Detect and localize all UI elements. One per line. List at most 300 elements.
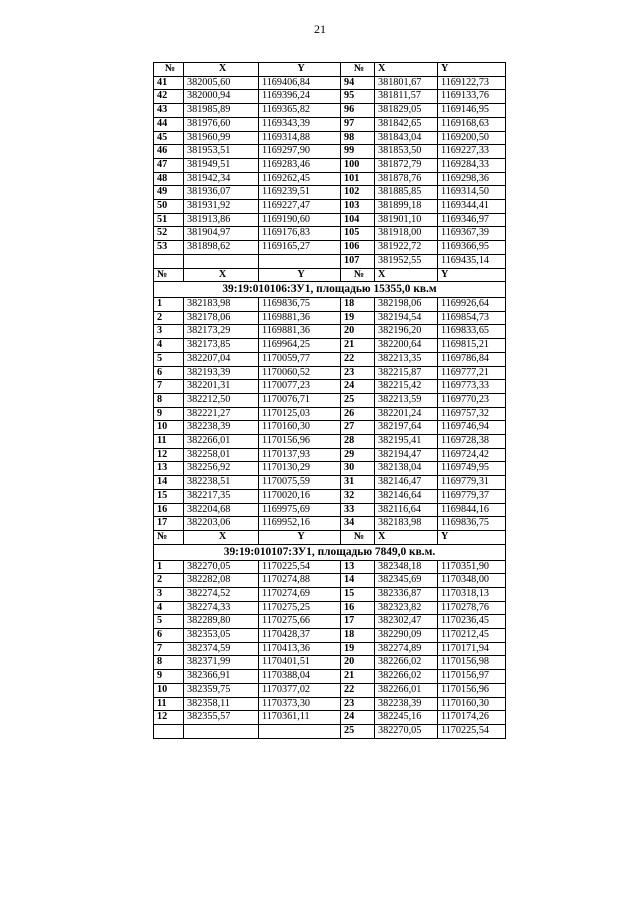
point-number-cell: 41 [154,76,184,90]
table-row [154,574,506,588]
y-coordinate-cell: 1169770,23 [438,393,506,407]
column-header: № [341,531,375,545]
x-coordinate-cell: 382194,54 [375,311,438,325]
x-coordinate-cell: 381801,67 [375,76,438,90]
point-number-cell: 16 [341,601,375,615]
x-coordinate-cell: 382196,20 [375,325,438,339]
x-coordinate-cell: 382374,59 [184,642,259,656]
y-coordinate-cell: 1169367,39 [438,227,506,241]
x-coordinate-cell: 381842,65 [375,117,438,131]
table-row [154,311,506,325]
table-row [154,462,506,476]
table-row [154,117,506,131]
y-coordinate-cell: 1169881,36 [259,325,341,339]
x-coordinate-cell: 381942,34 [184,172,259,186]
column-header: X [184,268,259,282]
point-number-cell: 19 [341,311,375,325]
x-coordinate-cell: 382266,01 [375,683,438,697]
point-number-cell: 7 [154,642,184,656]
y-coordinate-cell: 1170318,13 [438,587,506,601]
point-number-cell: 21 [341,339,375,353]
point-number-cell: 43 [154,104,184,118]
y-coordinate-cell [259,724,341,738]
y-coordinate-cell: 1169836,75 [438,517,506,531]
y-coordinate-cell: 1170160,30 [259,421,341,435]
y-coordinate-cell: 1170125,03 [259,407,341,421]
x-coordinate-cell: 382194,47 [375,448,438,462]
point-number-cell: 11 [154,697,184,711]
point-number-cell: 22 [341,683,375,697]
table-row [154,241,506,255]
column-header: X [375,268,438,282]
y-coordinate-cell: 1170361,11 [259,711,341,725]
point-number-cell: 9 [154,407,184,421]
x-coordinate-cell: 382195,41 [375,435,438,449]
point-number-cell: 18 [341,298,375,312]
point-number-cell: 17 [341,615,375,629]
point-number-cell: 22 [341,352,375,366]
table-row [154,145,506,159]
x-coordinate-cell: 382198,06 [375,298,438,312]
y-coordinate-cell: 1169146,95 [438,104,506,118]
x-coordinate-cell: 382197,64 [375,421,438,435]
y-coordinate-cell: 1169749,95 [438,462,506,476]
point-number-cell: 19 [341,642,375,656]
table-row [154,131,506,145]
point-number-cell: 26 [341,407,375,421]
y-coordinate-cell: 1169314,88 [259,131,341,145]
y-coordinate-cell: 1169786,84 [438,352,506,366]
point-number-cell: 27 [341,421,375,435]
y-coordinate-cell: 1169779,37 [438,489,506,503]
x-coordinate-cell: 382345,69 [375,574,438,588]
y-coordinate-cell: 1170156,98 [438,656,506,670]
x-coordinate-cell: 381885,85 [375,186,438,200]
column-header: № [154,268,184,282]
x-coordinate-cell: 382256,92 [184,462,259,476]
y-coordinate-cell: 1170278,76 [438,601,506,615]
y-coordinate-cell: 1170428,37 [259,629,341,643]
y-coordinate-cell: 1169122,73 [438,76,506,90]
y-coordinate-cell: 1170275,25 [259,601,341,615]
table-row [154,158,506,172]
point-number-cell: 95 [341,90,375,104]
table-row [154,380,506,394]
y-coordinate-cell: 1169406,84 [259,76,341,90]
y-coordinate-cell: 1169284,33 [438,158,506,172]
table-row [154,104,506,118]
x-coordinate-cell: 382355,57 [184,711,259,725]
y-coordinate-cell: 1169239,51 [259,186,341,200]
x-coordinate-cell: 381936,07 [184,186,259,200]
column-header: Y [438,63,506,77]
x-coordinate-cell: 382266,02 [375,656,438,670]
y-coordinate-cell: 1170156,96 [259,435,341,449]
column-header: Y [259,531,341,545]
table-row [154,227,506,241]
page-number: 21 [314,22,326,36]
x-coordinate-cell: 382274,89 [375,642,438,656]
y-coordinate-cell: 1169365,82 [259,104,341,118]
table-row [154,339,506,353]
column-header: № [154,531,184,545]
point-number-cell: 44 [154,117,184,131]
table-row [154,213,506,227]
y-coordinate-cell: 1169964,25 [259,339,341,353]
y-coordinate-cell: 1169314,50 [438,186,506,200]
point-number-cell: 5 [154,352,184,366]
table-row [154,200,506,214]
table-row [154,421,506,435]
x-coordinate-cell: 381922,72 [375,241,438,255]
x-coordinate-cell: 382358,11 [184,697,259,711]
point-number-cell: 51 [154,213,184,227]
table-row [154,325,506,339]
point-number-cell: 103 [341,200,375,214]
x-coordinate-cell: 382173,85 [184,339,259,353]
y-coordinate-cell: 1169176,83 [259,227,341,241]
y-coordinate-cell: 1170225,54 [259,560,341,574]
y-coordinate-cell: 1170212,45 [438,629,506,643]
point-number-cell: 94 [341,76,375,90]
y-coordinate-cell: 1169926,64 [438,298,506,312]
y-coordinate-cell: 1169746,94 [438,421,506,435]
y-coordinate-cell: 1169133,76 [438,90,506,104]
table-row [154,697,506,711]
point-number-cell: 3 [154,325,184,339]
table-row [154,560,506,574]
table-row [154,352,506,366]
x-coordinate-cell: 382215,87 [375,366,438,380]
x-coordinate-cell: 382270,05 [184,560,259,574]
x-coordinate-cell: 381918,00 [375,227,438,241]
y-coordinate-cell: 1169346,97 [438,213,506,227]
x-coordinate-cell: 382146,64 [375,489,438,503]
x-coordinate-cell: 382183,98 [375,517,438,531]
point-number-cell: 12 [154,711,184,725]
x-coordinate-cell: 382212,50 [184,393,259,407]
table-row [154,186,506,200]
column-header: X [184,63,259,77]
table-row [154,683,506,697]
x-coordinate-cell [184,724,259,738]
point-number-cell: 97 [341,117,375,131]
x-coordinate-cell: 382204,68 [184,503,259,517]
point-number-cell: 52 [154,227,184,241]
x-coordinate-cell: 382238,39 [375,697,438,711]
x-coordinate-cell: 382138,04 [375,462,438,476]
point-number-cell: 15 [154,489,184,503]
point-number-cell: 24 [341,711,375,725]
x-coordinate-cell: 382200,64 [375,339,438,353]
point-number-cell: 6 [154,366,184,380]
point-number-cell: 47 [154,158,184,172]
y-coordinate-cell: 1170156,96 [438,683,506,697]
y-coordinate-cell: 1169168,63 [438,117,506,131]
table-row [154,172,506,186]
point-number-cell: 13 [341,560,375,574]
y-coordinate-cell: 1170377,02 [259,683,341,697]
x-coordinate-cell: 382348,18 [375,560,438,574]
table-row [154,448,506,462]
point-number-cell: 101 [341,172,375,186]
point-number-cell: 29 [341,448,375,462]
point-number-cell: 50 [154,200,184,214]
x-coordinate-cell: 382336,87 [375,587,438,601]
point-number-cell: 3 [154,587,184,601]
y-coordinate-cell: 1169952,16 [259,517,341,531]
x-coordinate-cell: 381931,92 [184,200,259,214]
y-coordinate-cell [259,254,341,268]
y-coordinate-cell: 1169777,21 [438,366,506,380]
point-number-cell: 2 [154,311,184,325]
x-coordinate-cell: 382274,33 [184,601,259,615]
x-coordinate-cell: 382238,39 [184,421,259,435]
point-number-cell: 31 [341,476,375,490]
point-number-cell: 1 [154,298,184,312]
table-row [154,435,506,449]
point-number-cell: 11 [154,435,184,449]
y-coordinate-cell: 1169773,33 [438,380,506,394]
x-coordinate-cell: 382217,35 [184,489,259,503]
x-coordinate-cell: 382274,52 [184,587,259,601]
y-coordinate-cell: 1170174,26 [438,711,506,725]
x-coordinate-cell: 382266,02 [375,670,438,684]
y-coordinate-cell: 1170274,69 [259,587,341,601]
parcel-title-row [154,544,506,560]
x-coordinate-cell: 381953,51 [184,145,259,159]
y-coordinate-cell: 1169881,36 [259,311,341,325]
x-coordinate-cell: 382221,27 [184,407,259,421]
y-coordinate-cell: 1170130,29 [259,462,341,476]
point-number-cell: 2 [154,574,184,588]
y-coordinate-cell: 1170373,30 [259,697,341,711]
table-header-row [154,63,506,77]
x-coordinate-cell: 382213,59 [375,393,438,407]
y-coordinate-cell: 1169298,36 [438,172,506,186]
y-coordinate-cell: 1169836,75 [259,298,341,312]
y-coordinate-cell: 1169366,95 [438,241,506,255]
parcel-title: 39:19:010106:ЗУ1, площадью 15355,0 кв.м [154,282,506,298]
point-number-cell: 8 [154,656,184,670]
point-number-cell: 5 [154,615,184,629]
point-number-cell: 46 [154,145,184,159]
point-number-cell: 4 [154,601,184,615]
x-coordinate-cell: 381843,04 [375,131,438,145]
table-row [154,629,506,643]
point-number-cell: 13 [154,462,184,476]
point-number-cell: 28 [341,435,375,449]
parcel-title: 39:19:010107:ЗУ1, площадью 7849,0 кв.м. [154,544,506,560]
y-coordinate-cell: 1169283,46 [259,158,341,172]
x-coordinate-cell: 381878,76 [375,172,438,186]
y-coordinate-cell: 1169227,47 [259,200,341,214]
x-coordinate-cell: 381901,10 [375,213,438,227]
table-row [154,407,506,421]
y-coordinate-cell: 1170077,23 [259,380,341,394]
x-coordinate-cell: 381913,86 [184,213,259,227]
y-coordinate-cell: 1169165,27 [259,241,341,255]
x-coordinate-cell: 382201,31 [184,380,259,394]
x-coordinate-cell: 381952,55 [375,254,438,268]
x-coordinate-cell: 381853,50 [375,145,438,159]
x-coordinate-cell: 382270,05 [375,724,438,738]
y-coordinate-cell: 1169815,21 [438,339,506,353]
table-header-row [154,268,506,282]
point-number-cell: 42 [154,90,184,104]
table-row [154,724,506,738]
point-number-cell: 20 [341,656,375,670]
x-coordinate-cell: 382000,94 [184,90,259,104]
y-coordinate-cell: 1170137,93 [259,448,341,462]
table-row [154,711,506,725]
point-number-cell: 23 [341,366,375,380]
point-number-cell: 14 [341,574,375,588]
y-coordinate-cell: 1169262,45 [259,172,341,186]
point-number-cell: 21 [341,670,375,684]
y-coordinate-cell: 1169227,33 [438,145,506,159]
y-coordinate-cell: 1170171,94 [438,642,506,656]
point-number-cell: 48 [154,172,184,186]
x-coordinate-cell: 382245,16 [375,711,438,725]
table-row [154,656,506,670]
point-number-cell: 100 [341,158,375,172]
x-coordinate-cell: 382146,47 [375,476,438,490]
table-row [154,76,506,90]
x-coordinate-cell: 382005,60 [184,76,259,90]
x-coordinate-cell: 382193,39 [184,366,259,380]
point-number-cell [154,254,184,268]
point-number-cell: 14 [154,476,184,490]
y-coordinate-cell: 1169343,39 [259,117,341,131]
point-number-cell: 9 [154,670,184,684]
x-coordinate-cell: 382290,09 [375,629,438,643]
x-coordinate-cell: 382215,42 [375,380,438,394]
y-coordinate-cell: 1170156,97 [438,670,506,684]
point-number-cell: 45 [154,131,184,145]
x-coordinate-cell: 381829,05 [375,104,438,118]
point-number-cell: 20 [341,325,375,339]
table-row [154,489,506,503]
point-number-cell: 18 [341,629,375,643]
y-coordinate-cell: 1170348,00 [438,574,506,588]
column-header: № [341,268,375,282]
y-coordinate-cell: 1170060,52 [259,366,341,380]
y-coordinate-cell: 1169724,42 [438,448,506,462]
point-number-cell: 30 [341,462,375,476]
x-coordinate-cell: 382116,64 [375,503,438,517]
x-coordinate-cell: 382353,05 [184,629,259,643]
point-number-cell: 98 [341,131,375,145]
point-number-cell: 53 [154,241,184,255]
point-number-cell: 7 [154,380,184,394]
table-header-row [154,531,506,545]
table-row [154,642,506,656]
y-coordinate-cell: 1169344,41 [438,200,506,214]
y-coordinate-cell: 1169757,32 [438,407,506,421]
x-coordinate-cell: 382173,29 [184,325,259,339]
y-coordinate-cell: 1170075,59 [259,476,341,490]
x-coordinate-cell: 382201,24 [375,407,438,421]
table-row [154,254,506,268]
table-row [154,670,506,684]
column-header: Y [259,63,341,77]
y-coordinate-cell: 1169833,65 [438,325,506,339]
y-coordinate-cell: 1169728,38 [438,435,506,449]
point-number-cell: 8 [154,393,184,407]
table-row [154,503,506,517]
y-coordinate-cell: 1169844,16 [438,503,506,517]
point-number-cell [154,724,184,738]
x-coordinate-cell: 382371,99 [184,656,259,670]
y-coordinate-cell: 1170413,36 [259,642,341,656]
x-coordinate-cell: 381976,60 [184,117,259,131]
x-coordinate-cell: 382289,80 [184,615,259,629]
y-coordinate-cell: 1169190,60 [259,213,341,227]
column-header: Y [259,268,341,282]
table-row [154,615,506,629]
table-row [154,587,506,601]
point-number-cell: 105 [341,227,375,241]
y-coordinate-cell: 1170225,54 [438,724,506,738]
parcel-title-row [154,282,506,298]
column-header: X [375,63,438,77]
table-row [154,298,506,312]
x-coordinate-cell: 382366,91 [184,670,259,684]
point-number-cell: 23 [341,697,375,711]
x-coordinate-cell: 381904,97 [184,227,259,241]
point-number-cell: 1 [154,560,184,574]
x-coordinate-cell: 382266,01 [184,435,259,449]
x-coordinate-cell: 381949,51 [184,158,259,172]
x-coordinate-cell: 382323,82 [375,601,438,615]
point-number-cell: 99 [341,145,375,159]
x-coordinate-cell: 382183,98 [184,298,259,312]
column-header: X [184,531,259,545]
x-coordinate-cell: 381960,99 [184,131,259,145]
point-number-cell: 102 [341,186,375,200]
column-header: № [341,63,375,77]
point-number-cell: 49 [154,186,184,200]
point-number-cell: 25 [341,724,375,738]
x-coordinate-cell: 382238,51 [184,476,259,490]
point-number-cell: 34 [341,517,375,531]
point-number-cell: 17 [154,517,184,531]
table-row [154,517,506,531]
y-coordinate-cell: 1170020,16 [259,489,341,503]
x-coordinate-cell: 382258,01 [184,448,259,462]
x-coordinate-cell: 382282,08 [184,574,259,588]
point-number-cell: 33 [341,503,375,517]
point-number-cell: 6 [154,629,184,643]
point-number-cell: 106 [341,241,375,255]
x-coordinate-cell: 381872,79 [375,158,438,172]
point-number-cell: 10 [154,683,184,697]
y-coordinate-cell: 1170274,88 [259,574,341,588]
x-coordinate-cell: 382178,06 [184,311,259,325]
x-coordinate-cell: 381898,62 [184,241,259,255]
column-header: X [375,531,438,545]
point-number-cell: 96 [341,104,375,118]
y-coordinate-cell: 1169779,31 [438,476,506,490]
point-number-cell: 15 [341,587,375,601]
y-coordinate-cell: 1170388,04 [259,670,341,684]
y-coordinate-cell: 1170059,77 [259,352,341,366]
x-coordinate-cell [184,254,259,268]
x-coordinate-cell: 381899,18 [375,200,438,214]
y-coordinate-cell: 1170401,51 [259,656,341,670]
x-coordinate-cell: 382203,06 [184,517,259,531]
